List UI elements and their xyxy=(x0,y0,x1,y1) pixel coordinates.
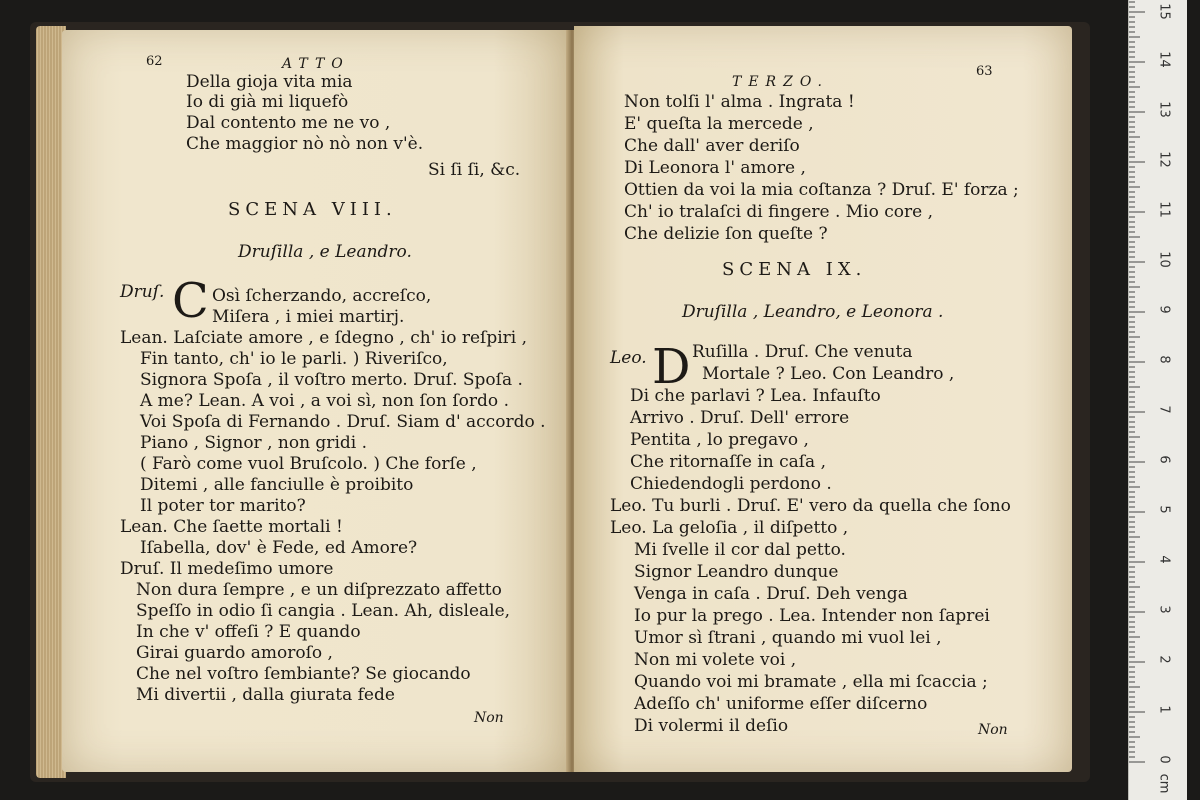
ruler-number: 12 xyxy=(1156,151,1172,168)
text-line: Chiedendogli perdono . xyxy=(630,474,832,494)
ruler-number: 7 xyxy=(1156,405,1172,414)
text-line: Osì ſcherzando, accreſco, xyxy=(212,286,432,306)
text-line: Che ritornaſſe in caſa , xyxy=(630,452,826,472)
text-line: A me? Lean. A voi , a voi sì, non ſon ſordo . xyxy=(140,391,509,411)
speaker-label: Leo. xyxy=(610,348,647,368)
text-line: Il poter tor marito? xyxy=(140,496,306,516)
text-line: Quando voi mi bramate , ella mi ſcaccia ; xyxy=(634,672,988,692)
text-line: Lean. Laſciate amore , e ſdegno , ch' io reſpiri , xyxy=(120,328,528,348)
text-line: Di che parlavi ? Lea. Infauſto xyxy=(630,386,881,406)
ruler-number: 4 xyxy=(1156,555,1172,564)
ruler-number: 0 xyxy=(1156,755,1172,764)
ruler-number: 5 xyxy=(1156,505,1172,514)
text-line: Si ſi ſi, &c. xyxy=(428,160,521,180)
running-head-right: TERZO. xyxy=(732,74,829,90)
text-line: Io di già mi liquefò xyxy=(186,92,349,112)
text-line: Mi ſvelle il cor dal petto. xyxy=(634,540,846,560)
text-line: Venga in caſa . Druſ. Deh venga xyxy=(634,584,908,604)
scene-heading: SCENA VIII. xyxy=(228,199,397,220)
text-line: Di Leonora l' amore , xyxy=(624,158,806,178)
text-line: Dal contento me ne vo , xyxy=(186,113,391,133)
page-number-left: 62 xyxy=(146,54,163,69)
text-line: Voi Spoſa di Fernando . Druſ. Siam d' accordo . xyxy=(140,412,546,432)
ruler-number: 14 xyxy=(1156,51,1172,68)
right-page xyxy=(574,26,1072,772)
character-list: Druſilla , Leandro, e Leonora . xyxy=(682,302,944,322)
text-line: Lean. Che ſaette mortali ! xyxy=(120,517,343,537)
text-line: Leo. Tu burli . Druſ. E' vero da quella che ſono xyxy=(610,496,1011,516)
ruler-number: 13 xyxy=(1156,101,1172,118)
ruler-number: 9 xyxy=(1156,305,1172,314)
drop-cap: C xyxy=(172,273,209,329)
text-line: ( Farò come vuol Bruſcolo. ) Che forſe , xyxy=(140,454,477,474)
measurement-ruler xyxy=(1128,0,1187,800)
text-line: Che delizie ſon queſte ? xyxy=(624,224,828,244)
text-line: Speſſo in odio ſi cangia . Lean. Ah, disleale, xyxy=(136,601,511,621)
text-line: Che maggior nò nò non v'è. xyxy=(186,134,424,154)
text-line: Ottien da voi la mia coſtanza ? Druſ. E' forza ; xyxy=(624,180,1019,200)
ruler-number: 15 xyxy=(1156,3,1172,20)
text-line: Che dall' aver deriſo xyxy=(624,136,800,156)
text-line: Di volermi il deſio xyxy=(634,716,789,736)
text-line: E' queſta la mercede , xyxy=(624,114,814,134)
ruler-number: 1 xyxy=(1156,705,1172,714)
text-line: Arrivo . Druſ. Dell' errore xyxy=(630,408,850,428)
text-line: Mortale ? Leo. Con Leandro , xyxy=(702,364,955,384)
text-line: Ruſilla . Druſ. Che venuta xyxy=(692,342,913,362)
text-line: Non mi volete voi , xyxy=(634,650,797,670)
text-line: Piano , Signor , non gridi . xyxy=(140,433,368,453)
text-line: Girai guardo amoroſo , xyxy=(136,643,333,663)
text-line: Che nel voſtro ſembiante? Se giocando xyxy=(136,664,471,684)
text-line: Miſera , i miei martirj. xyxy=(212,307,405,327)
text-line: In che v' offeſi ? E quando xyxy=(136,622,361,642)
ruler-number: 8 xyxy=(1156,355,1172,364)
text-line: Non tolſi l' alma . Ingrata ! xyxy=(624,92,855,112)
ruler-label: cm xyxy=(1156,773,1172,794)
ruler-number: 6 xyxy=(1156,455,1172,464)
left-page xyxy=(62,30,570,772)
running-head-left: ATTO xyxy=(282,56,350,72)
text-line: Non dura ſempre , e un diſprezzato affetto xyxy=(136,580,502,600)
ruler-number: 2 xyxy=(1156,655,1172,664)
text-line: Adeſſo ch' uniforme eſſer diſcerno xyxy=(634,694,928,714)
text-line: Druſ. Il medeſimo umore xyxy=(120,559,334,579)
text-line: Della gioja vita mia xyxy=(186,72,353,92)
catchword: Non xyxy=(978,722,1008,738)
drop-cap: D xyxy=(652,339,691,395)
text-line: Ch' io tralaſci di fingere . Mio core , xyxy=(624,202,934,222)
text-line: Mi divertii , dalla giurata fede xyxy=(136,685,395,705)
catchword: Non xyxy=(474,710,504,726)
text-line: Iſabella, dov' è Fede, ed Amore? xyxy=(140,538,418,558)
page-number-right: 63 xyxy=(976,64,993,79)
text-line: Leo. La geloſia , il diſpetto , xyxy=(610,518,849,538)
text-line: Io pur la prego . Lea. Intender non ſaprei xyxy=(634,606,990,626)
text-line: Fin tanto, ch' io le parli. ) Riveriſco, xyxy=(140,349,448,369)
scene-heading: SCENA IX. xyxy=(722,259,867,280)
character-list: Druſilla , e Leandro. xyxy=(238,242,412,262)
ruler-number: 3 xyxy=(1156,605,1172,614)
speaker-label: Druſ. xyxy=(120,282,165,302)
text-line: Signor Leandro dunque xyxy=(634,562,839,582)
ruler-number: 11 xyxy=(1156,201,1172,218)
text-line: Signora Spoſa , il voſtro merto. Druſ. Spoſa . xyxy=(140,370,523,390)
text-line: Ditemi , alle fanciulle è proibito xyxy=(140,475,414,495)
text-line: Umor sì ſtrani , quando mi vuol lei , xyxy=(634,628,942,648)
ruler-number: 10 xyxy=(1156,251,1172,268)
text-line: Pentita , lo pregavo , xyxy=(630,430,809,450)
